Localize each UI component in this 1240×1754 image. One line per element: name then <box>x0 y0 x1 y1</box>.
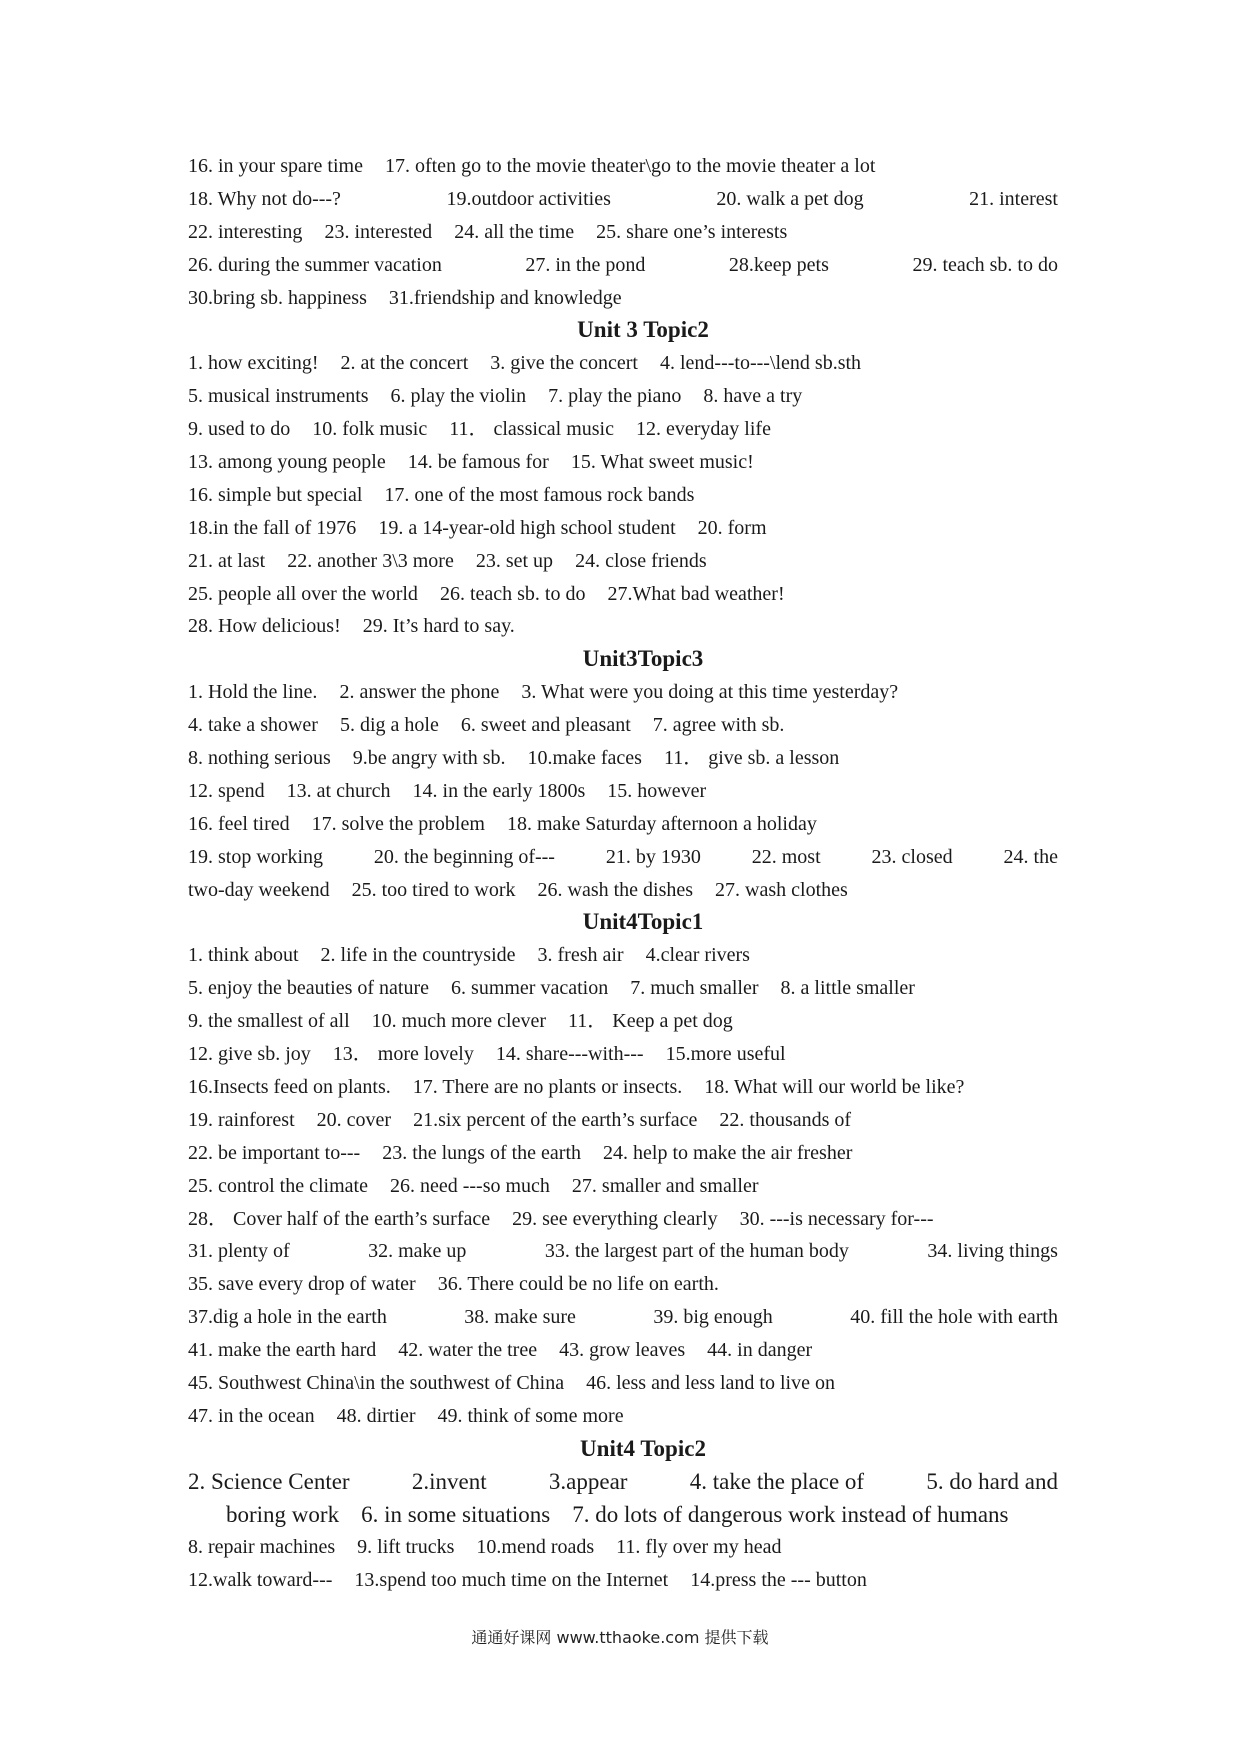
phrase-item: 23. interested <box>324 220 433 243</box>
phrase-item: 34. living things <box>927 1240 1058 1263</box>
phrase-item: 23. set up <box>475 549 554 572</box>
phrase-item: 14. be famous for <box>407 451 549 474</box>
phrase-item: 4. lend---to---\lend sb.sth <box>659 352 862 375</box>
phrase-item: 37.dig a hole in the earth <box>188 1306 387 1329</box>
phrase-item: 21. by 1930 <box>605 845 701 868</box>
phrase-line <box>188 1268 1058 1301</box>
phrase-line <box>188 1170 1058 1203</box>
phrase-item: 25. control the climate <box>188 1174 368 1197</box>
phrase-item: 31.friendship and knowledge <box>388 286 622 309</box>
phrase-item: 32. make up <box>368 1240 467 1263</box>
phrase-item: 19.outdoor activities <box>446 187 611 210</box>
phrase-item: 2. life in the countryside <box>320 944 516 967</box>
phrase-line <box>188 249 1058 282</box>
page-footer: 通通好课网 www.tthaoke.com 提供下载 <box>471 1628 769 1647</box>
phrase-item: 24. close friends <box>575 549 707 572</box>
phrase-item: 14. in the early 1800s <box>412 779 586 802</box>
phrase-line <box>188 676 1058 709</box>
phrase-item: 40. fill the hole with earth <box>850 1306 1058 1329</box>
phrase-item: 1. Hold the line. <box>188 681 318 704</box>
phrase-item: 22. thousands of <box>719 1108 852 1131</box>
phrase-item: 28. How delicious! <box>188 615 341 638</box>
phrase-item: 9. lift trucks <box>357 1536 455 1559</box>
phrase-item: 12.walk toward--- <box>188 1569 333 1592</box>
phrase-item: 20. walk a pet dog <box>716 187 864 210</box>
phrase-item: 5. enjoy the beauties of nature <box>188 977 430 1000</box>
phrase-item: 28． Cover half of the earth’s surface <box>188 1207 491 1230</box>
phrase-item: 5. do hard and <box>926 1468 1058 1494</box>
section-heading: Unit4 Topic2 <box>580 1435 706 1461</box>
phrase-line <box>188 1499 1058 1532</box>
phrase-item: 18. make Saturday afternoon a holiday <box>506 812 817 835</box>
phrase-item: 44. in danger <box>707 1339 813 1362</box>
phrase-item: 13． more lovely <box>332 1043 474 1066</box>
phrase-item: 4. take the place of <box>689 1468 865 1494</box>
phrase-line <box>188 578 1058 611</box>
phrase-item: 27. smaller and smaller <box>571 1174 759 1197</box>
phrase-item: 24. all the time <box>454 220 575 243</box>
phrase-item: 23. the lungs of the earth <box>382 1141 582 1164</box>
phrase-line <box>188 1400 1058 1433</box>
phrase-item: 10. much more clever <box>371 1010 547 1033</box>
phrase-item: 10.make faces <box>527 747 642 770</box>
phrase-item: 16.Insects feed on plants. <box>188 1075 391 1098</box>
phrase-item: 20. form <box>697 516 767 539</box>
phrase-item: 6. play the violin <box>390 385 527 408</box>
phrase-line <box>188 216 1058 249</box>
phrase-item: 22. most <box>751 845 821 868</box>
phrase-item: 6. in some situations <box>361 1501 551 1527</box>
phrase-item: 8. nothing serious <box>188 747 331 770</box>
phrase-line <box>188 874 1058 907</box>
phrase-item: 18. What will our world be like? <box>704 1075 965 1098</box>
phrase-item: 8. a little smaller <box>780 977 915 1000</box>
phrase-item: 21. interest <box>969 187 1058 210</box>
phrase-item: 13.spend too much time on the Internet <box>354 1569 669 1592</box>
phrase-line <box>188 1564 1058 1597</box>
phrase-item: 13. among young people <box>188 451 386 474</box>
phrase-item: 26. wash the dishes <box>537 878 694 901</box>
phrase-item: 47. in the ocean <box>188 1404 315 1427</box>
phrase-item: 42. water the tree <box>398 1339 538 1362</box>
phrase-item: 11. fly over my head <box>616 1536 782 1559</box>
phrase-item: 36. There could be no life on earth. <box>437 1273 719 1296</box>
phrase-line <box>188 775 1058 808</box>
phrase-item: 7. do lots of dangerous work instead of humans <box>572 1501 1009 1527</box>
phrase-item: 4.clear rivers <box>645 944 750 967</box>
phrase-item: 2. at the concert <box>340 352 469 375</box>
phrase-item: 2. Science Center <box>188 1468 350 1494</box>
phrase-item: 21. at last <box>188 549 266 572</box>
phrase-item: 22. be important to--- <box>188 1141 361 1164</box>
phrase-item: 25. too tired to work <box>351 878 516 901</box>
phrase-item: 3. What were you doing at this time yesterday? <box>521 681 899 704</box>
phrase-item: 17. solve the problem <box>311 812 485 835</box>
phrase-line <box>188 413 1058 446</box>
phrase-item: 25. people all over the world <box>188 582 418 605</box>
phrase-item: 1. think about <box>188 944 299 967</box>
phrase-item: 31. plenty of <box>188 1240 290 1263</box>
phrase-item: 12. everyday life <box>636 418 771 441</box>
phrase-item: 26. teach sb. to do <box>439 582 586 605</box>
phrase-item: 26. during the summer vacation <box>188 253 442 276</box>
phrase-item: 9. the smallest of all <box>188 1010 350 1033</box>
phrase-line <box>188 709 1058 742</box>
phrase-item: 16. in your spare time <box>188 155 363 177</box>
phrase-item: 6. summer vacation <box>451 977 609 1000</box>
phrase-item: 23. closed <box>871 845 953 868</box>
phrase-line <box>188 380 1058 413</box>
phrase-line <box>188 1531 1058 1564</box>
phrase-item: 30.bring sb. happiness <box>188 286 367 309</box>
phrase-line <box>188 1137 1058 1170</box>
phrase-item: 16. feel tired <box>188 812 290 835</box>
phrase-item: 19. rainforest <box>188 1108 295 1131</box>
phrase-item: 26. need ---so much <box>389 1174 550 1197</box>
phrase-item: 17. often go to the movie theater\go to the movie theater a lot <box>384 155 876 177</box>
phrase-line <box>188 1466 1058 1499</box>
phrase-line <box>188 1005 1058 1038</box>
phrase-item: 49. think of some more <box>437 1404 624 1427</box>
phrase-line <box>188 183 1058 216</box>
phrase-item: 12. give sb. joy <box>188 1043 311 1066</box>
phrase-line <box>188 1071 1058 1104</box>
phrase-list <box>188 150 1058 1597</box>
phrase-item: 5. musical instruments <box>188 385 369 408</box>
phrase-item: 46. less and less land to live on <box>586 1371 835 1394</box>
phrase-item: 48. dirtier <box>336 1404 416 1427</box>
phrase-line <box>188 742 1058 775</box>
phrase-item: 3. fresh air <box>537 944 624 967</box>
phrase-item: 7. much smaller <box>630 977 759 1000</box>
phrase-item: 24. the <box>1003 845 1058 868</box>
phrase-item: 30. ---is necessary for--- <box>739 1207 934 1230</box>
phrase-item: 10. folk music <box>312 418 428 441</box>
phrase-item: 17. There are no plants or insects. <box>412 1075 683 1098</box>
phrase-line <box>188 1038 1058 1071</box>
phrase-item: 22. interesting <box>188 220 303 243</box>
phrase-item: 35. save every drop of water <box>188 1273 416 1296</box>
phrase-item: 7. agree with sb. <box>652 714 785 737</box>
phrase-line <box>188 972 1058 1005</box>
phrase-line <box>188 808 1058 841</box>
phrase-line <box>188 347 1058 380</box>
phrase-item: 15. however <box>607 779 707 802</box>
phrase-item: 18. Why not do---? <box>188 187 341 210</box>
phrase-item: 28.keep pets <box>728 253 829 276</box>
phrase-item: 29. It’s hard to say. <box>362 615 515 638</box>
phrase-line <box>188 446 1058 479</box>
phrase-item: 2.invent <box>411 1468 487 1494</box>
section-heading: Unit3Topic3 <box>582 646 704 672</box>
phrase-item: 9.be angry with sb. <box>352 747 506 770</box>
phrase-item: two-day weekend <box>188 878 330 901</box>
phrase-line <box>188 1367 1058 1400</box>
phrase-item: 17. one of the most famous rock bands <box>384 483 695 506</box>
phrase-item: 16. simple but special <box>188 483 363 506</box>
phrase-item: 41. make the earth hard <box>188 1339 377 1362</box>
phrase-item: 39. big enough <box>653 1306 773 1329</box>
phrase-item: 33. the largest part of the human body <box>544 1240 849 1263</box>
phrase-item: 20. cover <box>316 1108 392 1131</box>
phrase-item: 15. What sweet music! <box>570 451 754 474</box>
phrase-item: 7. play the piano <box>548 385 682 408</box>
phrase-item: 24. help to make the air fresher <box>603 1141 853 1164</box>
section-heading: Unit4Topic1 <box>582 909 704 935</box>
phrase-line <box>188 939 1058 972</box>
phrase-item: 12. spend <box>188 779 265 802</box>
phrase-line <box>188 1301 1058 1334</box>
phrase-item: 38. make sure <box>464 1306 576 1329</box>
phrase-item: 20. the beginning of--- <box>373 845 555 868</box>
phrase-item: 6. sweet and pleasant <box>460 714 631 737</box>
phrase-item: 11． Keep a pet dog <box>568 1010 733 1033</box>
phrase-item: 9. used to do <box>188 418 291 441</box>
phrase-item: 8. have a try <box>703 385 803 408</box>
phrase-item: 15.more useful <box>665 1043 786 1066</box>
phrase-item: 4. take a shower <box>188 714 318 737</box>
phrase-item: 19. a 14-year-old high school student <box>378 516 676 539</box>
phrase-line <box>188 1104 1058 1137</box>
phrase-line <box>188 512 1058 545</box>
phrase-item: 22. another 3\3 more <box>287 549 454 572</box>
phrase-item: 5. dig a hole <box>339 714 439 737</box>
phrase-item: 3. give the concert <box>490 352 638 375</box>
phrase-item: 1. how exciting! <box>188 352 319 375</box>
phrase-line <box>188 610 1058 643</box>
section-heading: Unit 3 Topic2 <box>577 317 709 343</box>
phrase-line <box>188 1203 1058 1236</box>
phrase-item: 18.in the fall of 1976 <box>188 516 357 539</box>
phrase-item: 21.six percent of the earth’s surface <box>413 1108 698 1131</box>
phrase-item: 27. wash clothes <box>715 878 848 901</box>
phrase-line <box>188 1235 1058 1268</box>
phrase-line <box>188 479 1058 512</box>
phrase-line <box>188 841 1058 874</box>
phrase-item: 10.mend roads <box>476 1536 595 1559</box>
phrase-item: 14. share---with--- <box>495 1043 644 1066</box>
phrase-line <box>188 150 1058 183</box>
phrase-item: 14.press the --- button <box>690 1569 867 1592</box>
phrase-item: 45. Southwest China\in the southwest of China <box>188 1371 565 1394</box>
phrase-line <box>188 545 1058 578</box>
phrase-item: 25. share one’s interests <box>596 220 788 243</box>
phrase-item: 2. answer the phone <box>339 681 500 704</box>
phrase-item: 43. grow leaves <box>559 1339 686 1362</box>
phrase-item: 11． classical music <box>449 418 614 441</box>
phrase-line <box>188 282 1058 315</box>
phrase-item: 11． give sb. a lesson <box>663 747 840 770</box>
phrase-item: 19. stop working <box>188 845 323 868</box>
phrase-item: 29. see everything clearly <box>512 1207 718 1230</box>
phrase-item: 27. in the pond <box>525 253 646 276</box>
phrase-line <box>188 1334 1058 1367</box>
phrase-item: 3.appear <box>548 1468 628 1494</box>
phrase-item: 13. at church <box>286 779 391 802</box>
phrase-item: boring work <box>226 1501 340 1527</box>
phrase-item: 29. teach sb. to do <box>912 253 1058 276</box>
phrase-item: 27.What bad weather! <box>607 582 785 605</box>
phrase-item: 8. repair machines <box>188 1536 336 1559</box>
